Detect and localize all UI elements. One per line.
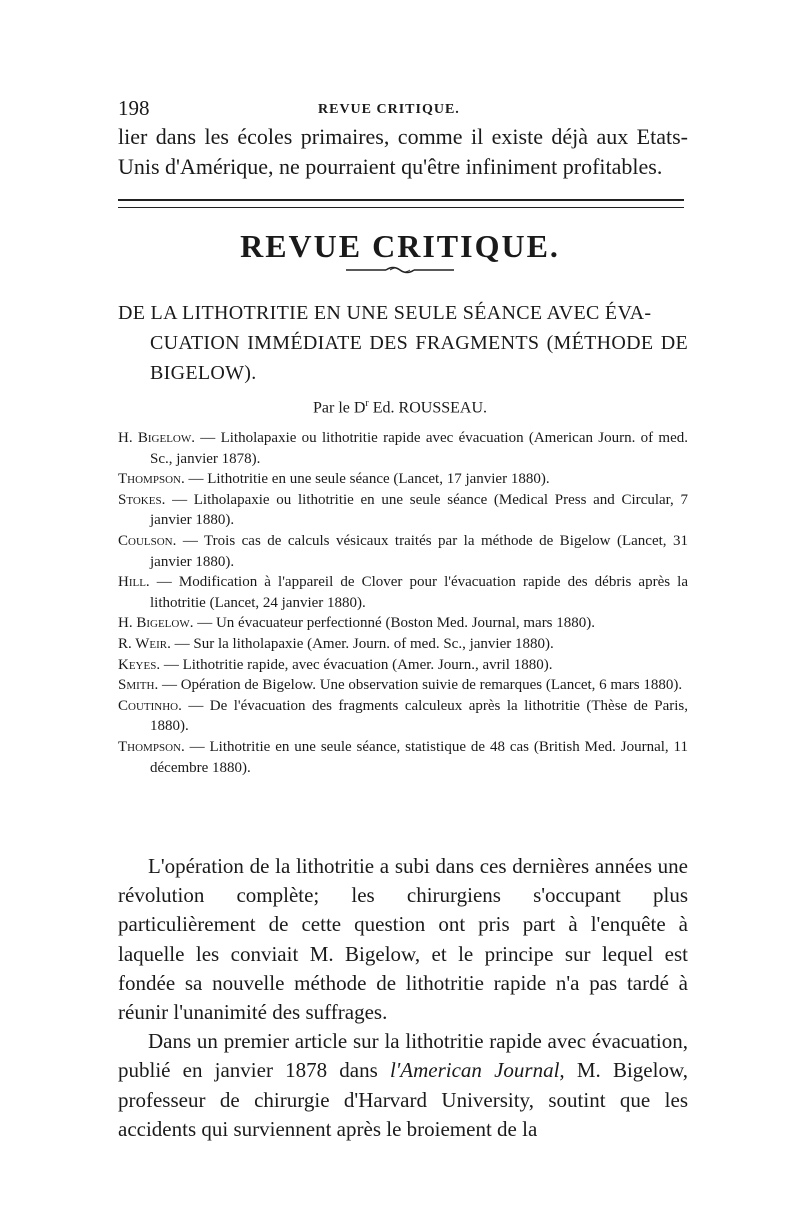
reference-text: — Litholapaxie ou lithotritie en une seule séance (Medical Press and Circular, 7 janvier 1880). <box>150 491 689 529</box>
body-paragraph-2-start: Dans un premier article sur la lithotritie rapide avec évacuation, publié en janvier 1878 dans <box>118 1029 688 1083</box>
reference-list <box>118 428 688 778</box>
reference-text: — Modification à l'appareil de Clover pour l'évacuation rapide des débris après la lithotritie (Lancet, 24 janvier 1880). <box>150 574 689 611</box>
article-title <box>118 298 688 388</box>
reference-item <box>118 572 688 613</box>
byline <box>0 398 800 417</box>
reference-item <box>118 531 688 572</box>
section-divider <box>118 199 684 208</box>
reference-author: H. Bigelow. <box>118 615 194 632</box>
body-paragraph-1: L'opération de la lithotritie a subi dans ces dernières années une révolution complète; les chirurgiens s'occupant plus particulièrement de cette question ont pris part à l'enquête à laquelle les conviait M. Bigelow, et le principe sur lequel est fondée sa nouvelle méthode de lithotritie rapide n'a pas tardé à réunir l'unanimité des suffrages. <box>118 854 688 1025</box>
ornament-divider <box>346 264 454 276</box>
byline-superscript: r <box>365 398 369 409</box>
reference-item <box>118 634 688 655</box>
reference-item <box>118 675 688 696</box>
reference-author: Stokes. <box>118 491 166 508</box>
byline-author: Ed. ROUSSEAU. <box>372 399 487 417</box>
reference-text: — Trois cas de calculs vésicaux traités par la méthode de Bigelow (Lancet, 31 janvier 1880). <box>150 532 688 570</box>
reference-author: Thompson. <box>118 738 185 755</box>
reference-item <box>118 737 688 778</box>
reference-author: H. Bigelow. <box>118 430 195 446</box>
body-paragraph-2-end: M. Bigelow, professeur de chirurgie d'Harvard University, soutint que les accidents qui surviennent après le broiement de la <box>118 1058 688 1141</box>
reference-item <box>118 696 688 737</box>
intro-paragraph: lier dans les écoles primaires, comme il existe déjà aux Etats-Unis d'Amérique, ne pourraient qu'être infiniment profitables. <box>118 124 688 179</box>
article-title-continued: CUATION IMMÉDIATE DES FRAGMENTS (MÉTHODE DE BIGELOW). <box>150 332 688 384</box>
reference-text: — Litholapaxie ou lithotritie rapide avec évacuation (American Journ. of med. Sc., janvier 1878). <box>150 430 688 467</box>
page-number: 198 <box>118 96 150 120</box>
reference-text: — Opération de Bigelow. Une observation suivie de remarques (Lancet, 6 mars 1880). <box>161 677 683 694</box>
reference-author: R. Weir. <box>118 635 171 652</box>
article-title-line1: DE LA LITHOTRITIE EN UNE SEULE SÉANCE AVEC ÉVA- <box>118 302 652 324</box>
reference-item <box>118 469 688 490</box>
reference-text: — De l'évacuation des fragments calculeux après la lithotritie (Thèse de Paris, 1880). <box>150 697 688 735</box>
reference-author: Hill. <box>118 574 150 591</box>
reference-author: Keyes. <box>118 656 161 673</box>
journal-title: l'American Journal, <box>389 1058 565 1083</box>
reference-item <box>118 428 688 469</box>
body-paragraph-2 <box>118 1027 688 1144</box>
reference-author: Coulson. <box>118 532 177 549</box>
reference-text: — Un évacuateur perfectionné (Boston Med. Journal, mars 1880). <box>197 615 596 632</box>
reference-text: — Lithotritie en une seule séance, statistique de 48 cas (British Med. Journal, 11 décembre 1880). <box>150 738 689 776</box>
section-title: REVUE CRITIQUE. <box>240 228 560 264</box>
reference-author: Thompson. <box>118 471 185 488</box>
running-head: REVUE CRITIQUE. <box>318 102 460 117</box>
body-text <box>118 852 688 1144</box>
reference-author: Coutinho. <box>118 697 182 714</box>
reference-item <box>118 490 688 531</box>
byline-prefix: Par le D <box>312 399 366 417</box>
reference-item <box>118 655 688 676</box>
reference-text: — Lithotritie en une seule séance (Lancet, 17 janvier 1880). <box>188 471 550 488</box>
reference-text: — Lithotritie rapide, avec évacuation (Amer. Journ., avril 1880). <box>163 656 553 673</box>
reference-item <box>118 613 688 634</box>
page-header <box>118 96 684 122</box>
reference-author: Smith. <box>118 677 159 694</box>
reference-text: — Sur la litholapaxie (Amer. Journ. of med. Sc., janvier 1880). <box>174 635 554 652</box>
